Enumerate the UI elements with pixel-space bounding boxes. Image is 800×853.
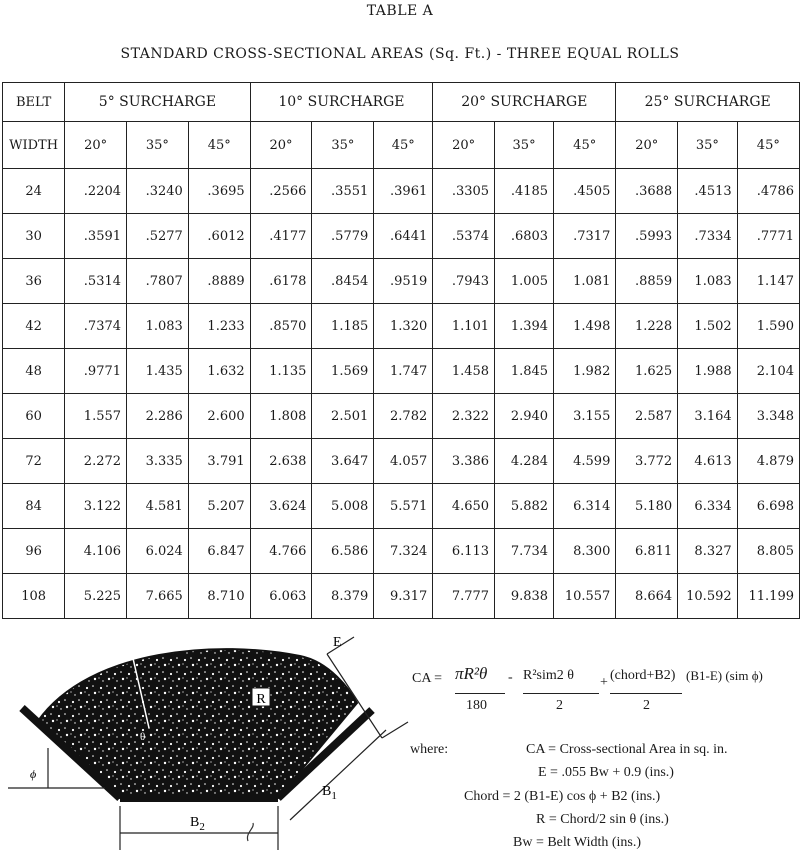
- area-cell: .3695: [188, 169, 250, 214]
- area-cell: 7.324: [374, 529, 433, 574]
- area-cell: 2.104: [737, 349, 799, 394]
- area-cell: 3.164: [678, 394, 737, 439]
- area-cell: .3305: [433, 169, 495, 214]
- area-cell: .3551: [312, 169, 374, 214]
- angle-header: 35°: [312, 122, 374, 169]
- diagram-label-theta: θ: [140, 731, 146, 743]
- area-cell: 5.180: [616, 484, 678, 529]
- area-cell: .4786: [737, 169, 799, 214]
- header-row-surcharge: [3, 83, 800, 122]
- area-cell: 6.314: [554, 484, 616, 529]
- area-cell: 10.592: [678, 574, 737, 619]
- area-cell: 1.625: [616, 349, 678, 394]
- area-cell: 2.501: [312, 394, 374, 439]
- diagram-label-phi: ϕ: [30, 767, 37, 781]
- area-cell: .6441: [374, 214, 433, 259]
- area-cell: 1.498: [554, 304, 616, 349]
- area-cell: .5314: [65, 259, 127, 304]
- angle-header: 35°: [495, 122, 554, 169]
- area-cell: .7943: [433, 259, 495, 304]
- area-cell: .7334: [678, 214, 737, 259]
- area-cell: .4185: [495, 169, 554, 214]
- area-cell: 4.650: [433, 484, 495, 529]
- area-cell: 1.747: [374, 349, 433, 394]
- area-cell: 8.379: [312, 574, 374, 619]
- area-cell: 2.322: [433, 394, 495, 439]
- area-cell: 1.147: [737, 259, 799, 304]
- area-cell: 3.348: [737, 394, 799, 439]
- table-row: [3, 529, 800, 574]
- formula-lhs: CA =: [412, 671, 443, 686]
- area-cell: .7374: [65, 304, 127, 349]
- area-cell: 4.766: [250, 529, 312, 574]
- definition-chord: Chord = 2 (B1-E) cos ϕ + B2 (ins.): [464, 789, 661, 804]
- area-cell: 1.083: [127, 304, 189, 349]
- table-body: [3, 169, 800, 619]
- area-cell: 3.791: [188, 439, 250, 484]
- table-row: [3, 304, 800, 349]
- formula-term3-den: 2: [643, 698, 650, 713]
- table-row: [3, 439, 800, 484]
- angle-header: 35°: [678, 122, 737, 169]
- belt-width-cell: 96: [3, 529, 65, 574]
- formula-term1-bar: [455, 693, 505, 694]
- area-cell: .5277: [127, 214, 189, 259]
- area-cell: .9519: [374, 259, 433, 304]
- area-cell: 6.586: [312, 529, 374, 574]
- area-cell: 1.185: [312, 304, 374, 349]
- area-cell: 4.284: [495, 439, 554, 484]
- area-cell: 1.557: [65, 394, 127, 439]
- area-cell: 8.805: [737, 529, 799, 574]
- area-cell: 2.587: [616, 394, 678, 439]
- area-cell: .8454: [312, 259, 374, 304]
- formula-term2-den: 2: [556, 698, 563, 713]
- formula-term1-den: 180: [466, 698, 487, 713]
- area-cell: 6.847: [188, 529, 250, 574]
- area-cell: 3.624: [250, 484, 312, 529]
- area-cell: 7.734: [495, 529, 554, 574]
- belt-width-cell: 60: [3, 394, 65, 439]
- area-cell: 3.647: [312, 439, 374, 484]
- table-row: [3, 574, 800, 619]
- formula-term1-num: πR²θ: [455, 664, 488, 683]
- surcharge-header: 10° SURCHARGE: [250, 83, 433, 122]
- area-cell: 1.435: [127, 349, 189, 394]
- area-cell: 7.777: [433, 574, 495, 619]
- areas-table: [2, 82, 800, 619]
- table-row: [3, 259, 800, 304]
- diagram-label-e: E: [333, 635, 342, 650]
- area-cell: 9.838: [495, 574, 554, 619]
- area-cell: 4.599: [554, 439, 616, 484]
- area-cell: 4.613: [678, 439, 737, 484]
- area-cell: 5.207: [188, 484, 250, 529]
- area-cell: 2.272: [65, 439, 127, 484]
- area-cell: .7317: [554, 214, 616, 259]
- area-cell: .4505: [554, 169, 616, 214]
- belt-width-cell: 24: [3, 169, 65, 214]
- width-header: WIDTH: [3, 122, 65, 169]
- area-cell: 2.286: [127, 394, 189, 439]
- belt-width-cell: 108: [3, 574, 65, 619]
- area-cell: 2.782: [374, 394, 433, 439]
- area-cell: .6178: [250, 259, 312, 304]
- area-cell: 1.081: [554, 259, 616, 304]
- surcharge-header: 5° SURCHARGE: [65, 83, 250, 122]
- belt-width-cell: 84: [3, 484, 65, 529]
- area-cell: 8.710: [188, 574, 250, 619]
- table-title: TABLE A: [366, 3, 434, 19]
- area-cell: .3240: [127, 169, 189, 214]
- belt-width-cell: 48: [3, 349, 65, 394]
- area-cell: 9.317: [374, 574, 433, 619]
- belt-width-cell: 72: [3, 439, 65, 484]
- definition-ca: CA = Cross-sectional Area in sq. in.: [526, 742, 728, 757]
- angle-header: 20°: [65, 122, 127, 169]
- area-cell: 1.569: [312, 349, 374, 394]
- angle-header: 45°: [188, 122, 250, 169]
- area-cell: 3.155: [554, 394, 616, 439]
- area-cell: 1.228: [616, 304, 678, 349]
- area-cell: .3688: [616, 169, 678, 214]
- area-cell: 11.199: [737, 574, 799, 619]
- area-cell: .4513: [678, 169, 737, 214]
- formula-term3-bar: [610, 693, 682, 694]
- area-cell: 6.024: [127, 529, 189, 574]
- area-cell: 1.988: [678, 349, 737, 394]
- angle-header: 35°: [127, 122, 189, 169]
- area-cell: .5993: [616, 214, 678, 259]
- area-cell: .3591: [65, 214, 127, 259]
- area-cell: 8.300: [554, 529, 616, 574]
- formula-minus: -: [508, 670, 513, 685]
- formula-term3-num: (chord+B2): [610, 668, 676, 683]
- area-cell: 1.005: [495, 259, 554, 304]
- area-cell: 4.581: [127, 484, 189, 529]
- angle-header: 45°: [554, 122, 616, 169]
- area-cell: .7771: [737, 214, 799, 259]
- area-cell: 1.394: [495, 304, 554, 349]
- area-cell: 5.008: [312, 484, 374, 529]
- surcharge-header: 20° SURCHARGE: [433, 83, 616, 122]
- area-cell: 1.233: [188, 304, 250, 349]
- area-cell: 8.327: [678, 529, 737, 574]
- belt-width-cell: 36: [3, 259, 65, 304]
- area-cell: .6803: [495, 214, 554, 259]
- surcharge-header: 25° SURCHARGE: [616, 83, 800, 122]
- area-cell: 1.502: [678, 304, 737, 349]
- area-cell: 6.113: [433, 529, 495, 574]
- area-cell: .8889: [188, 259, 250, 304]
- area-cell: 1.101: [433, 304, 495, 349]
- area-cell: 2.600: [188, 394, 250, 439]
- area-cell: 3.386: [433, 439, 495, 484]
- diagram-label-r: R: [256, 692, 266, 707]
- area-cell: 1.632: [188, 349, 250, 394]
- area-cell: 1.590: [737, 304, 799, 349]
- area-cell: 1.083: [678, 259, 737, 304]
- area-cell: 3.122: [65, 484, 127, 529]
- definition-bw: Bw = Belt Width (ins.): [513, 835, 642, 850]
- area-cell: 6.698: [737, 484, 799, 529]
- table-row: [3, 484, 800, 529]
- area-cell: .3961: [374, 169, 433, 214]
- area-cell: 10.557: [554, 574, 616, 619]
- angle-header: 45°: [374, 122, 433, 169]
- angle-header: 20°: [616, 122, 678, 169]
- area-cell: .7807: [127, 259, 189, 304]
- area-cell: 2.638: [250, 439, 312, 484]
- angle-header: 45°: [737, 122, 799, 169]
- area-cell: .2204: [65, 169, 127, 214]
- where-label: where:: [410, 742, 449, 757]
- table-row: [3, 349, 800, 394]
- belt-header: BELT: [3, 83, 65, 122]
- area-cell: .5779: [312, 214, 374, 259]
- area-cell: 5.882: [495, 484, 554, 529]
- table-row: [3, 214, 800, 259]
- belt-width-cell: 30: [3, 214, 65, 259]
- diagram-label-b1: $B_1$: [322, 784, 337, 802]
- formula-plus: +: [600, 675, 608, 690]
- area-cell: 3.335: [127, 439, 189, 484]
- header-row-angles: [3, 122, 800, 169]
- belt-width-cell: 42: [3, 304, 65, 349]
- area-cell: 4.879: [737, 439, 799, 484]
- area-cell: .2566: [250, 169, 312, 214]
- area-cell: .6012: [188, 214, 250, 259]
- area-cell: 1.808: [250, 394, 312, 439]
- area-cell: .8859: [616, 259, 678, 304]
- area-cell: 8.664: [616, 574, 678, 619]
- area-cell: 2.940: [495, 394, 554, 439]
- definition-e: E = .055 Bw + 0.9 (ins.): [538, 765, 674, 780]
- area-cell: .8570: [250, 304, 312, 349]
- area-cell: 6.334: [678, 484, 737, 529]
- area-cell: 4.106: [65, 529, 127, 574]
- formula-term2-num: R²sim2 θ: [523, 668, 574, 683]
- area-cell: 1.320: [374, 304, 433, 349]
- table-subtitle: STANDARD CROSS-SECTIONAL AREAS (Sq. Ft.) - THREE EQUAL ROLLS: [120, 46, 680, 62]
- diagram-label-b2: $B_2$: [190, 815, 205, 833]
- area-cell: .4177: [250, 214, 312, 259]
- angle-header: 20°: [433, 122, 495, 169]
- area-cell: 1.845: [495, 349, 554, 394]
- area-cell: 5.571: [374, 484, 433, 529]
- table-row: [3, 394, 800, 439]
- area-cell: .9771: [65, 349, 127, 394]
- definition-r: R = Chord/2 sin θ (ins.): [536, 812, 669, 827]
- belt-material: [38, 649, 357, 798]
- area-cell: .5374: [433, 214, 495, 259]
- belt-cross-section-diagram: [0, 628, 800, 853]
- area-cell: 5.225: [65, 574, 127, 619]
- area-cell: 1.135: [250, 349, 312, 394]
- formula-term2-bar: [523, 693, 599, 694]
- area-cell: 6.063: [250, 574, 312, 619]
- area-cell: 4.057: [374, 439, 433, 484]
- area-cell: 1.982: [554, 349, 616, 394]
- angle-header: 20°: [250, 122, 312, 169]
- table-row: [3, 169, 800, 214]
- area-cell: 6.811: [616, 529, 678, 574]
- formula-term3-rest: (B1-E) (sim ϕ): [686, 668, 763, 683]
- area-cell: 3.772: [616, 439, 678, 484]
- area-cell: 1.458: [433, 349, 495, 394]
- area-cell: 7.665: [127, 574, 189, 619]
